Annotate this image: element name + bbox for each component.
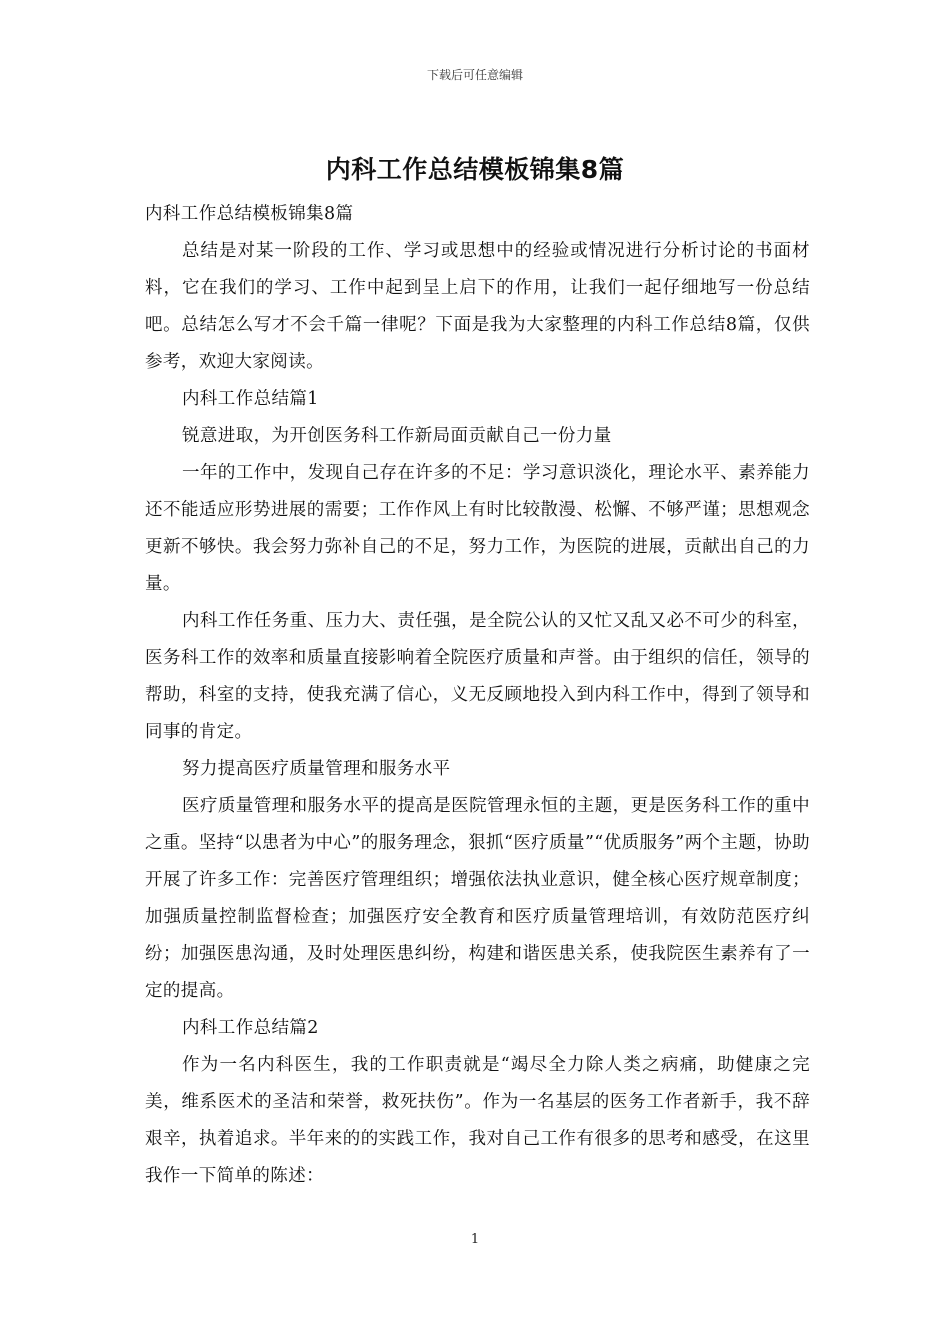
document-body [145, 196, 810, 1195]
body-paragraph: 作为一名内科医生，我的工作职责就是“竭尽全力除人类之病痛，助健康之完美，维系医术的圣洁和荣誉，救死扶伤”。作为一名基层的医务工作者新手，我不辞艰辛，执着追求。半年来的的实践工作，我对自己工作有很多的思考和感受，在这里我作一下简单的陈述： [145, 1055, 810, 1186]
document-title: 内科工作总结模板锦集8篇 [325, 155, 625, 184]
intro-paragraph: 总结是对某一阶段的工作、学习或思想中的经验或情况进行分析讨论的书面材料，它在我们的学习、工作中起到呈上启下的作用，让我们一起仔细地写一份总结吧。总结怎么写才不会千篇一律呢？下面是我为大家整理的内科工作总结8篇，仅供参考，欢迎大家阅读。 [145, 241, 810, 372]
body-paragraph: 医疗质量管理和服务水平的提高是医院管理永恒的主题，更是医务科工作的重中之重。坚持“以患者为中心”的服务理念，狠抓“医疗质量”“优质服务”两个主题，协助开展了许多工作：完善医疗管理组织；增强依法执业意识，健全核心医疗规章制度；加强质量控制监督检查；加强医疗安全教育和医疗质量管理培训，有效防范医疗纠纷；加强医患沟通，及时处理医患纠纷，构建和谐医患关系，使我院医生素养有了一定的提高。 [145, 796, 810, 1001]
page-header-note: 下载后可任意编辑 [426, 68, 523, 82]
section-subheading-progress: 锐意进取，为开创医务科工作新局面贡献自己一份力量 [182, 426, 612, 446]
section-heading-2: 内科工作总结篇2 [182, 1018, 319, 1038]
section-subheading-quality: 努力提高医疗质量管理和服务水平 [182, 759, 451, 779]
page-number: 1 [470, 1232, 480, 1247]
body-paragraph: 内科工作任务重、压力大、责任强，是全院公认的又忙又乱又必不可少的科室，医务科工作的效率和质量直接影响着全院医疗质量和声誉。由于组织的信任，领导的帮助，科室的支持，使我充满了信心，义无反顾地投入到内科工作中，得到了领导和同事的肯定。 [145, 611, 810, 742]
body-paragraph: 一年的工作中，发现自己存在许多的不足：学习意识淡化，理论水平、素养能力还不能适应形势进展的需要；工作作风上有时比较散漫、松懈、不够严谨；思想观念更新不够快。我会努力弥补自己的不足，努力工作，为医院的进展，贡献出自己的力量。 [145, 463, 810, 594]
subtitle-line: 内科工作总结模板锦集8篇 [145, 204, 354, 224]
section-heading-1: 内科工作总结篇1 [182, 389, 319, 409]
